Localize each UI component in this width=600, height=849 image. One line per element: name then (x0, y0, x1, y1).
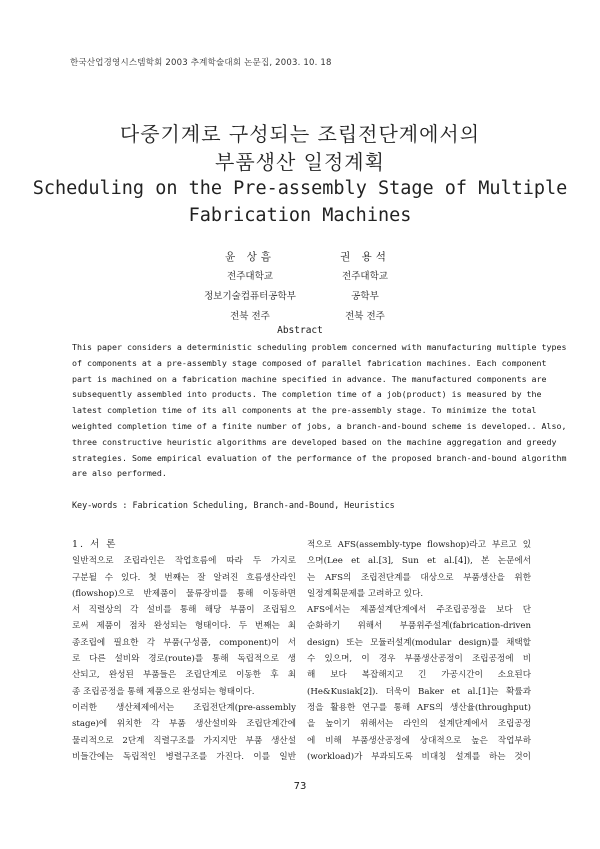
abstract-line: three constructive heuristic algorithms are developed based on the machine aggregation and greedy (72, 436, 557, 447)
author-affiliation: 정보기술컴퓨터공학부 (204, 291, 296, 302)
abstract-line: part is machined on a fabrication machine specified in advance. The manufactured components are (72, 373, 547, 384)
body-line: 물리적으로 2단계 직렬구조를 가지지만 부품 생산설 (72, 735, 296, 746)
body-line: 이러한 생산체제에서는 조립전단계(pre-assembly (72, 702, 296, 713)
author-block-2 (265, 247, 465, 327)
left-column (72, 537, 296, 765)
section-heading: 1. 서 론 (72, 539, 118, 550)
abstract-line: of components at a pre-assembly stage composed of parallel fabrication machines. Each component (72, 357, 547, 368)
author-name: 윤 상흠 (225, 251, 275, 263)
body-line: 는 AFS의 조립전단계를 대상으로 부품생산을 위한 (307, 572, 531, 583)
author-affiliation: 전주대학교 (342, 271, 388, 282)
body-line: 종 조립공정을 통해 제품으로 완성되는 형태이다. (72, 686, 255, 697)
title-english-line-1: Scheduling on the Pre-assembly Stage of Multiple (32, 178, 568, 199)
body-line: (workload)가 부과되도록 비대칭 설계를 하는 것이 (307, 751, 531, 762)
body-line: 구분될 수 있다. 첫 번째는 잘 알려진 흐름생산라인 (72, 572, 296, 583)
title-english-line-2: Fabrication Machines (188, 205, 412, 226)
title-korean-line-2: 부품생산 일정계획 (215, 150, 385, 174)
body-line: 일반적으로 조립라인은 작업흐름에 따라 두 가지로 (72, 556, 296, 567)
author-affiliation: 공학부 (351, 291, 379, 302)
title-korean-line-1: 다중기계로 구성되는 조립전단계에서의 (119, 122, 481, 146)
body-line: 을 높이기 위해서는 라인의 설계단계에서 조립공정 (307, 719, 531, 730)
right-column (307, 537, 531, 765)
body-line: (flowshop)으로 반제품이 물류장비를 통해 이동하면 (72, 588, 296, 599)
body-line: (He&Kusiak[2]). 더욱이 Baker et al.[1]는 확률과 (307, 686, 531, 697)
abstract-line: strategies. Some empirical evaluation of the performance of the proposed branch-and-bound algorithm (72, 452, 567, 463)
body-line: 일정계획문제를 고려하고 있다. (307, 588, 424, 599)
body-line: 으며(Lee et al.[3], Sun et al.[4]), 본 논문에서 (307, 556, 531, 567)
body-line: 에 비해 부품생산공정에 상대적으로 높은 작업부하 (307, 735, 531, 746)
body-line: AFS에서는 제품설계단계에서 주조립공정을 보다 단 (307, 605, 531, 616)
body-line: 종조립에 필요한 각 부품(구성품, component)이 서 (72, 637, 296, 648)
abstract-line: subsequently assembled into products. The completion time of a job(product) is measured by the (72, 389, 542, 400)
author-affiliation: 전주대학교 (227, 271, 273, 282)
body-line: design) 또는 모듈러설계(modular design)를 채택할 (307, 637, 531, 648)
author-affiliation: 전북 전주 (230, 311, 270, 322)
conference-header: 한국산업경영시스템학회 2003 추계학술대회 논문집, 2003. 10. 18 (70, 58, 332, 68)
abstract-line: This paper considers a deterministic scheduling problem concerned with manufacturing multiple types (72, 342, 567, 352)
keywords: Key-words : Fabrication Scheduling, Branch-and-Bound, Heuristics (72, 500, 395, 510)
body-line: 비들간에는 독립적인 병렬구조를 가진다. 이를 일반 (72, 751, 296, 762)
body-line: 로 다른 설비와 경로(route)를 통해 독립적으로 생 (72, 654, 296, 665)
body-line: 수 있으며, 이 경우 부품생산공정이 조립공정에 비 (307, 654, 531, 665)
body-line: 적으로 AFS(assembly-type flowshop)라고 부르고 있 (307, 540, 531, 550)
author-affiliation: 전북 전주 (345, 311, 385, 322)
body-line: 순화하기 위해서 부품위주설계(fabrication-driven (307, 621, 531, 632)
body-line: 로써 제품이 점차 완성되는 형태이다. 두 번째는 최 (72, 621, 296, 632)
abstract-line: latest completion time of its all components at the pre-assembly stage. To minimize the total (72, 405, 537, 416)
abstract-line: weighted completion time of a finite number of jobs, a branch-and-bound scheme is developed.. Also, (72, 420, 567, 431)
body-line: 서 직렬상의 각 설비를 통해 해당 부품이 조립됨으 (72, 605, 296, 616)
body-line: stage)에 위치한 각 부품 생산설비와 조립단계간에 (72, 719, 296, 730)
abstract-heading: Abstract (277, 325, 323, 336)
body-line: 해 보다 복잡해지고 긴 가공시간이 소요된다 (307, 670, 531, 681)
body-line: 산되고, 완성된 부품들은 조립단계로 이동한 후 최 (72, 670, 296, 681)
abstract-body (72, 340, 567, 482)
body-line: 정을 활용한 연구를 통해 AFS의 생산율(throughput) (307, 702, 531, 713)
author-name: 권 용석 (340, 251, 390, 263)
page-number: 73 (293, 781, 307, 792)
abstract-line: are also performed. (72, 468, 167, 479)
